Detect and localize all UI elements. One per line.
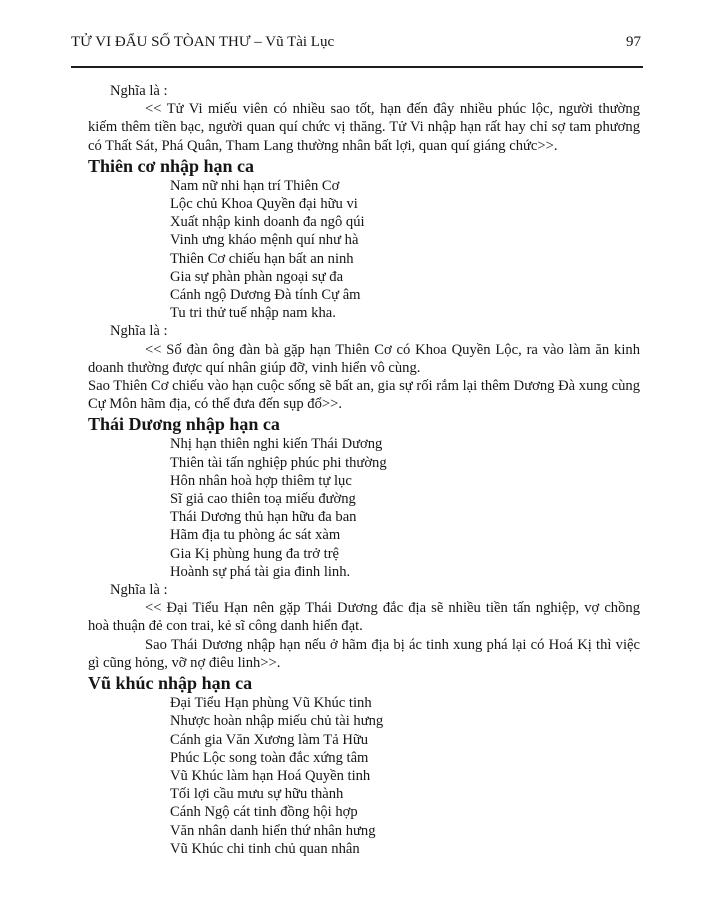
verse-line: Hôn nhân hoà hợp thiêm tự lục <box>170 472 352 489</box>
verse-line: Gia Kị phùng hung đa trở trệ <box>170 545 340 562</box>
verse-line: Lộc chủ Khoa Quyền đại hữu vi <box>170 196 358 213</box>
verse <box>88 177 640 323</box>
verse <box>88 435 640 581</box>
running-header <box>71 34 641 51</box>
paragraph: Sao Thiên Cơ chiếu vào hạn cuộc sống sẽ bất an, gia sự rối rắm lại thêm Dương Đà xung cùng Cự Môn hãm địa, có thể đưa đến sụp đổ>>. <box>88 378 640 413</box>
verse-line: Đại Tiểu Hạn phùng Vũ Khúc tinh <box>170 695 372 712</box>
verse-line: Thiên tài tấn nghiệp phúc phi thường <box>170 454 387 471</box>
paragraph: << Tử Vi miếu viên có nhiều sao tốt, hạn đến đây nhiều phúc lộc, người thường kiếm thêm tiền bạc, người quan quí chức vị thăng. Tử Vi nhập hạn rất hay chỉ sợ tam phương có Thất Sát, Phá Quân, Tham Lang thường nhân bất lợi, quan quí giáng chức>>. <box>88 101 640 154</box>
verse-line: Sĩ giả cao thiên toạ miếu đường <box>170 491 356 508</box>
verse <box>88 694 640 858</box>
verse-line: Cánh gia Văn Xương làm Tả Hữu <box>170 731 369 748</box>
verse-line: Nam nữ nhi hạn trí Thiên Cơ <box>170 177 340 194</box>
verse-line: Nhược hoàn nhập miếu chủ tài hưng <box>170 713 384 730</box>
header-title: TỬ VI ĐẨU SỐ TÒAN THƯ – Vũ Tài Lục <box>71 34 335 50</box>
verse-line: Văn nhân danh hiển thứ nhân hưng <box>170 822 376 839</box>
verse-line: Thiên Cơ chiếu hạn bất an ninh <box>170 250 354 267</box>
verse-line: Vinh ưng kháo mệnh quí như hà <box>170 232 359 249</box>
verse-line: Gia sự phàn phàn ngoại sự đa <box>170 268 344 285</box>
verse-line: Tối lợi cầu mưu sự hữu thành <box>170 786 344 803</box>
paragraph: << Số đàn ông đàn bà gặp hạn Thiên Cơ có Khoa Quyền Lộc, ra vào làm ăn kinh doanh thường được quí nhân giúp đỡ, vinh hiển vô cùng. <box>88 341 640 376</box>
section-heading: Vũ khúc nhập hạn ca <box>88 673 253 694</box>
paragraph: Sao Thái Dương nhập hạn nếu ở hãm địa bị ác tinh xung phá lại có Hoá Kị thì việc gì cũng hỏng, vỡ nợ điêu linh>>. <box>88 636 640 671</box>
meaning-label: Nghĩa là : <box>110 323 168 340</box>
verse-line: Xuất nhập kinh doanh đa ngô qúi <box>170 214 365 231</box>
page-body <box>88 82 640 858</box>
verse-line: Cánh Ngộ cát tinh đồng hội hợp <box>170 804 358 821</box>
paragraph: << Đại Tiểu Hạn nên gặp Thái Dương đắc địa sẽ nhiều tiền tấn nghiệp, vợ chồng hoà thuận đẻ con trai, kẻ sĩ công danh hiển đạt. <box>88 600 640 635</box>
section-heading: Thiên cơ nhập hạn ca <box>88 155 255 176</box>
verse-line: Vũ Khúc làm hạn Hoá Quyền tinh <box>170 767 371 784</box>
verse-line: Nhị hạn thiên nghi kiến Thái Dương <box>170 436 383 453</box>
meaning-label: Nghĩa là : <box>110 83 168 99</box>
meaning-label: Nghĩa là : <box>110 582 168 599</box>
verse-line: Tu tri thử tuế nhập nam kha. <box>170 305 336 322</box>
section-heading: Thái Dương nhập hạn ca <box>88 414 280 435</box>
verse-line: Hãm địa tu phòng ác sát xàm <box>170 527 341 544</box>
page-number: 97 <box>626 34 641 50</box>
verse-line: Thái Dương thủ hạn hữu đa ban <box>170 509 357 526</box>
verse-line: Hoành sự phá tài gia đinh linh. <box>170 563 351 580</box>
verse-line: Cánh ngộ Dương Đà tính Cự âm <box>170 287 361 304</box>
header-divider <box>71 66 643 68</box>
verse-line: Phúc Lộc song toàn đắc xứng tâm <box>170 749 369 766</box>
verse-line: Vũ Khúc chi tinh chủ quan nhân <box>170 840 360 857</box>
